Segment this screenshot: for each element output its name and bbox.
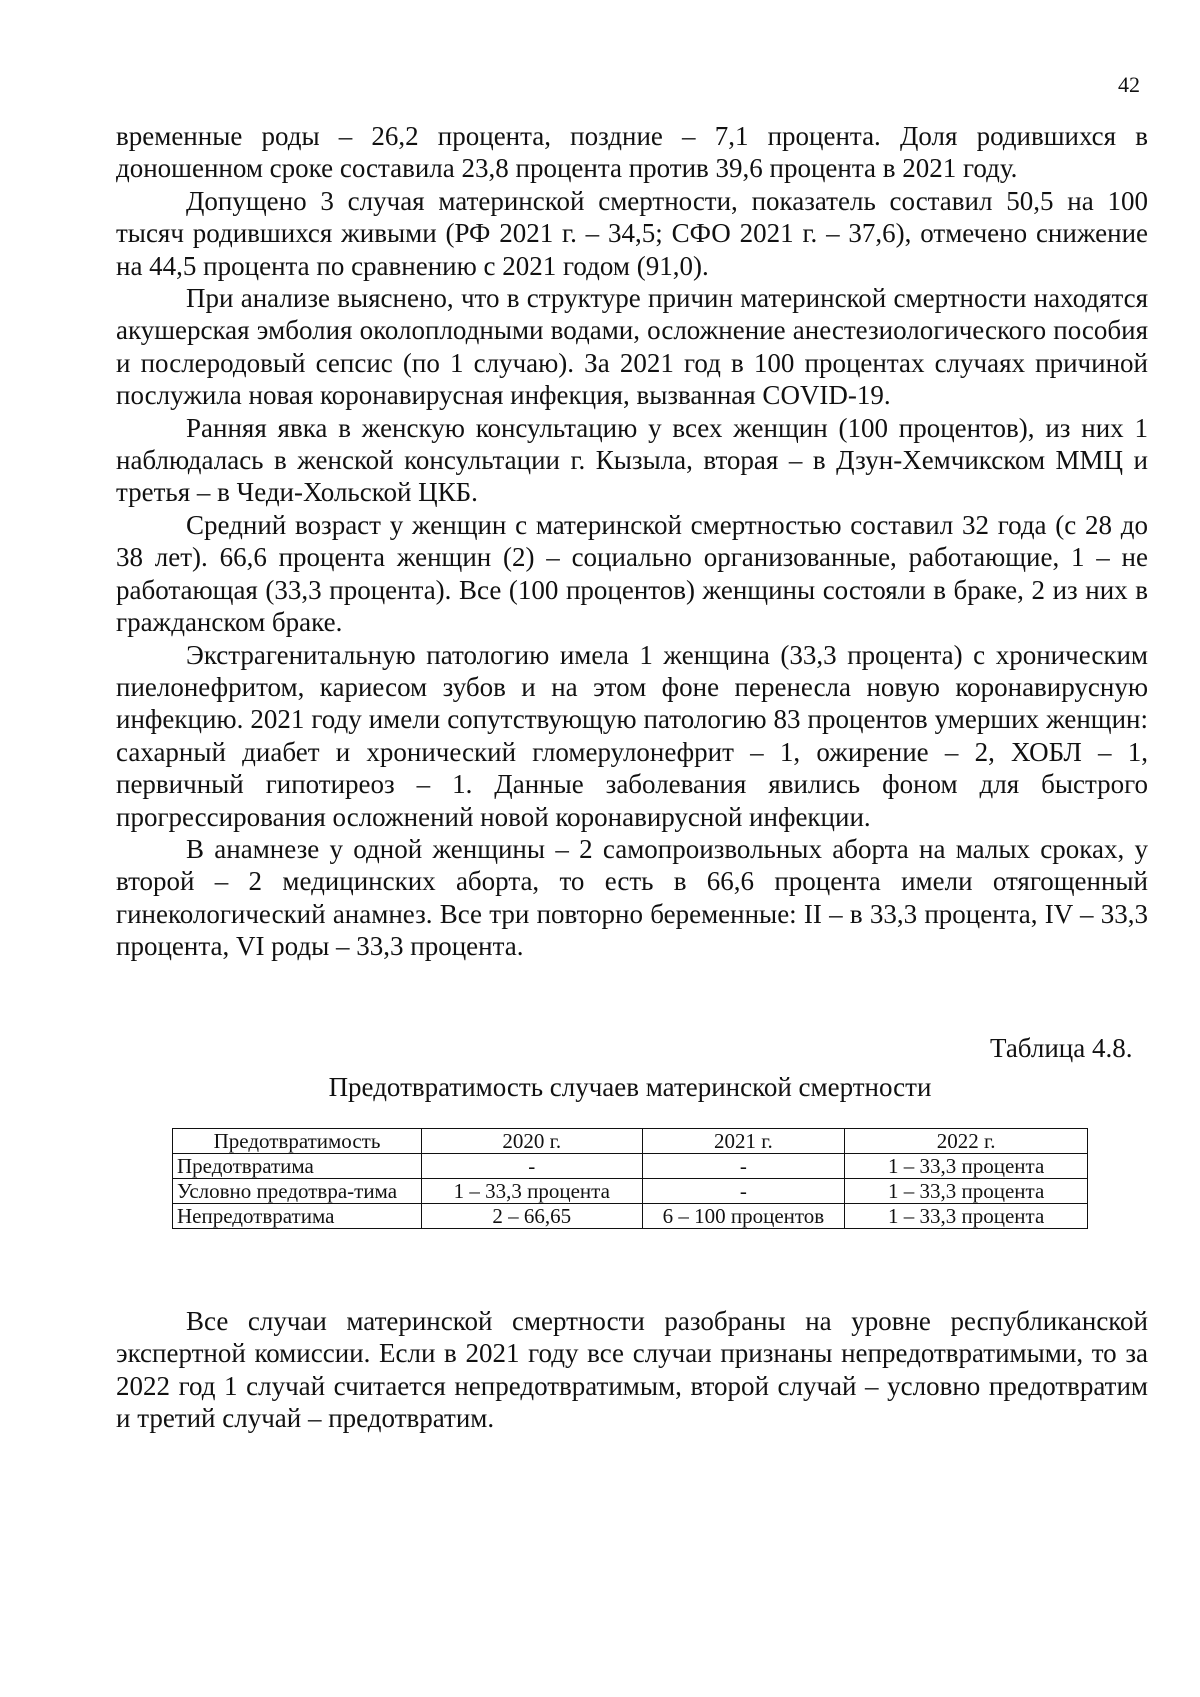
paragraph: В анамнезе у одной женщины – 2 самопроизвольных аборта на малых сроках, у второй – 2 медицинских аборта, то есть в 66,6 процента имели отягощенный гинекологический анамнез. Все три повторно беременные: II – в 33,3 процента, IV – 33,3 процента, VI роды – 33,3 процента. [116,833,1148,962]
table-row [173,1154,1088,1179]
table-cell: - [422,1154,642,1179]
paragraph: При анализе выяснено, что в структуре причин материнской смертности находятся акушерская эмболия околоплодными водами, осложнение анестезиологического пособия и послеродовый сепсис (по 1 случаю). За 2021 год в 100 процентах случаях причиной послужила новая коронавирусная инфекция, вызванная COVID-19. [116,283,1148,411]
table-cell: 1 – 33,3 процента [845,1154,1088,1179]
table-row [173,1204,1088,1229]
row-label: Условно предотвра-тима [173,1179,422,1204]
closing-text [116,1305,1148,1435]
header-cell: Предотвратимость [173,1129,422,1154]
table-row [173,1179,1088,1204]
header-cell: 2022 г. [845,1129,1088,1154]
table-number: Таблица 4.8. [990,1033,1133,1063]
paragraph: Ранняя явка в женскую консультацию у всех женщин (100 процентов), из них 1 наблюдалась в женской консультации г. Кызыла, вторая – в Дзун-Хемчикском ММЦ и третья – в Чеди-Хольской ЦКБ. [116,412,1148,508]
preventability-table [172,1128,1088,1229]
table-cell: - [642,1179,845,1204]
paragraph: Средний возраст у женщин с материнской смертностью составил 32 года (с 28 до 38 лет). 66,6 процента женщин (2) – социально организованные, работающие, 1 – не работающая (33,3 процента). Все (100 процентов) женщины состояли в браке, 2 из них в гражданском браке. [116,509,1148,638]
body-text [116,120,1148,963]
row-label: Непредотвратима [173,1204,422,1229]
table-header-row [173,1129,1088,1154]
header-cell: 2020 г. [422,1129,642,1154]
table-cell: 1 – 33,3 процента [845,1179,1088,1204]
page-number: 42 [1118,72,1140,97]
header-cell: 2021 г. [642,1129,845,1154]
table-title: Предотвратимость случаев материнской смертности [328,1072,932,1102]
paragraph: Экстрагенитальную патологию имела 1 женщина (33,3 процента) с хроническим пиелонефритом, кариесом зубов и на этом фоне перенесла новую коронавирусную инфекцию. 2021 году имели сопутствующую патологию 83 процентов умерших женщин: сахарный диабет и хронический гломерулонефрит – 1, ожирение – 2, ХОБЛ – 1, первичный гипотиреоз – 1. Данные заболевания явились фоном для быстрого прогрессирования осложнений новой коронавирусной инфекции. [116,639,1148,832]
table-cell: 1 – 33,3 процента [422,1179,642,1204]
table-cell: 6 – 100 процентов [642,1204,845,1229]
paragraph: Допущено 3 случая материнской смертности, показатель составил 50,5 на 100 тысяч родившихся живыми (РФ 2021 г. – 34,5; СФО 2021 г. – 37,6), отмечено снижение на 44,5 процента по сравнению с 2021 годом (91,0). [116,185,1148,281]
paragraph: Все случаи материнской смертности разобраны на уровне республиканской экспертной комиссии. Если в 2021 году все случаи признаны непредотвратимыми, то за 2022 год 1 случай считается непредотвратимым, второй случай – условно предотвратим и третий случай – предотвратим. [116,1306,1148,1434]
row-label: Предотвратима [173,1154,422,1179]
paragraph: временные роды – 26,2 процента, поздние – 7,1 процента. Доля родившихся в доношенном сроке составила 23,8 процента против 39,6 процента в 2021 году. [116,121,1148,184]
table-cell: 1 – 33,3 процента [845,1204,1088,1229]
table-cell: 2 – 66,65 [422,1204,642,1229]
table-cell: - [642,1154,845,1179]
